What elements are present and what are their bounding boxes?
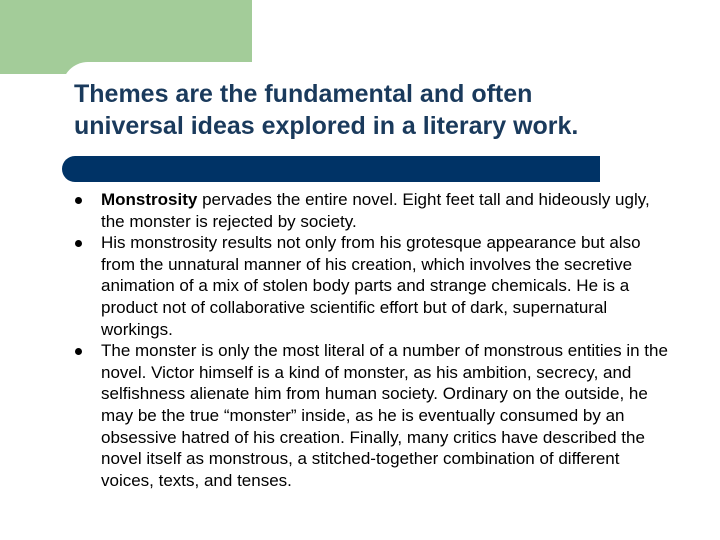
bullet-dot-icon — [75, 348, 82, 355]
bullet-keyword: Monstrosity — [101, 190, 198, 209]
bullet-item-other-monsters — [74, 340, 674, 491]
bullet-dot-icon — [75, 240, 82, 247]
slide-title-line-2: universal ideas explored in a literary work. — [74, 112, 579, 140]
bullet-item-monstrosity — [74, 189, 674, 232]
bullet-text: The monster is only the most literal of a number of monstrous entities in the novel. Victor himself is a kind of monster, as his ambition, secrecy, and selfishness alienate him from human society. Ordinary on the outside, he may be the true “monster” inside, as he is eventually consumed by an obsessive hatred of his creation. Finally, many critics have described the novel itself as monstrous, a stitched-together combination of different voices, texts, and tenses. — [101, 341, 668, 490]
bullet-list — [74, 189, 674, 491]
title-divider-bar — [62, 156, 600, 182]
slide-title — [74, 78, 694, 142]
bullet-item-creation — [74, 232, 674, 340]
bullet-text: pervades the entire novel. Eight feet tall and hideously ugly, the monster is rejected by society. — [101, 190, 650, 231]
slide-title-line-1: Themes are the fundamental and often — [74, 80, 533, 108]
bullet-text: His monstrosity results not only from his grotesque appearance but also from the unnatural manner of his creation, which involves the secretive animation of a mix of stolen body parts and strange chemicals. He is a product not of collaborative scientific effort but of dark, supernatural workings. — [101, 233, 641, 339]
bullet-dot-icon — [75, 197, 82, 204]
